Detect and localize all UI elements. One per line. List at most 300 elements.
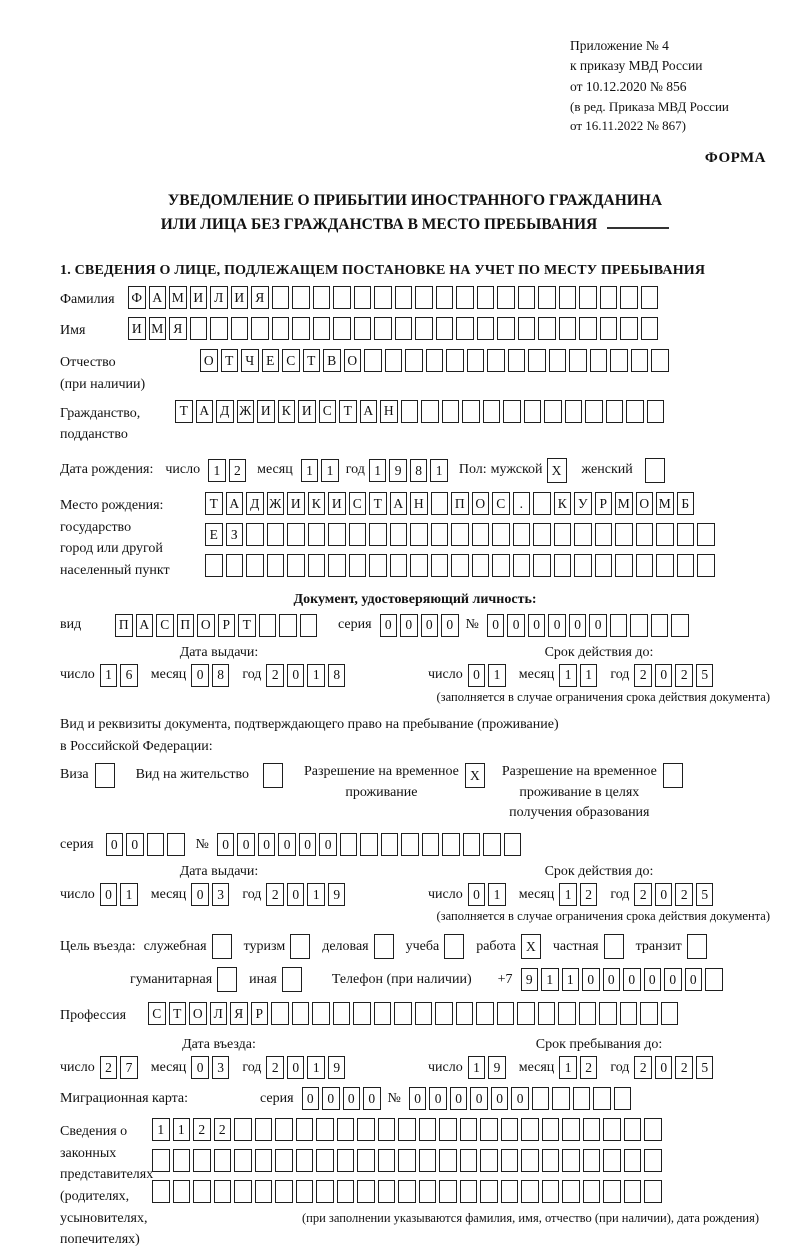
char-box[interactable] [624, 1118, 642, 1141]
char-box[interactable] [333, 1002, 351, 1025]
char-box[interactable]: 1 [562, 968, 580, 991]
char-box[interactable] [508, 349, 526, 372]
char-box[interactable] [562, 1118, 580, 1141]
char-box[interactable]: 0 [582, 968, 600, 991]
char-box[interactable]: Я [169, 317, 187, 340]
char-box[interactable] [460, 1180, 478, 1203]
char-box[interactable] [614, 1087, 632, 1110]
char-box[interactable]: 1 [541, 968, 559, 991]
char-box[interactable]: 5 [696, 1056, 714, 1079]
char-box[interactable]: 0 [664, 968, 682, 991]
char-box[interactable] [316, 1118, 334, 1141]
char-box[interactable] [559, 317, 577, 340]
char-box[interactable]: 5 [696, 883, 714, 906]
char-box[interactable] [562, 1149, 580, 1172]
char-box[interactable] [439, 1180, 457, 1203]
char-box[interactable] [234, 1149, 252, 1172]
char-box[interactable] [369, 523, 387, 546]
char-box[interactable] [579, 1002, 597, 1025]
char-box[interactable] [255, 1118, 273, 1141]
char-box[interactable] [477, 317, 495, 340]
char-box[interactable] [521, 1118, 539, 1141]
char-box[interactable]: И [257, 400, 275, 423]
char-box[interactable]: О [189, 1002, 207, 1025]
char-box[interactable] [287, 523, 305, 546]
char-box[interactable]: Н [380, 400, 398, 423]
char-box[interactable]: И [287, 492, 305, 515]
char-box[interactable] [501, 1180, 519, 1203]
char-box[interactable] [395, 317, 413, 340]
char-box[interactable] [210, 317, 228, 340]
checkbox-cell[interactable] [217, 967, 237, 992]
char-box[interactable]: М [169, 286, 187, 309]
char-box[interactable] [477, 286, 495, 309]
char-box[interactable] [234, 1118, 252, 1141]
char-box[interactable] [275, 1149, 293, 1172]
char-box[interactable] [538, 317, 556, 340]
char-box[interactable] [501, 1149, 519, 1172]
char-box[interactable] [593, 1087, 611, 1110]
char-box[interactable]: 1 [307, 1056, 325, 1079]
char-box[interactable] [573, 1087, 591, 1110]
char-box[interactable]: 1 [559, 883, 577, 906]
char-box[interactable]: 0 [100, 883, 118, 906]
char-box[interactable] [272, 286, 290, 309]
checkbox-cell[interactable] [95, 763, 115, 788]
char-box[interactable] [426, 349, 444, 372]
char-box[interactable]: А [136, 614, 154, 637]
char-box[interactable]: 2 [634, 1056, 652, 1079]
char-box[interactable] [340, 833, 358, 856]
char-box[interactable] [615, 554, 633, 577]
char-box[interactable]: 0 [217, 833, 235, 856]
char-box[interactable] [538, 1002, 556, 1025]
char-box[interactable] [422, 833, 440, 856]
char-box[interactable] [415, 286, 433, 309]
char-box[interactable] [647, 400, 665, 423]
char-box[interactable] [435, 1002, 453, 1025]
char-box[interactable]: 1 [488, 664, 506, 687]
char-box[interactable]: А [149, 286, 167, 309]
char-box[interactable] [532, 1087, 550, 1110]
char-box[interactable]: Р [218, 614, 236, 637]
checkbox-cell[interactable] [212, 934, 232, 959]
char-box[interactable] [641, 317, 659, 340]
char-box[interactable] [583, 1118, 601, 1141]
char-box[interactable] [374, 1002, 392, 1025]
char-box[interactable]: 3 [212, 1056, 230, 1079]
char-box[interactable]: 0 [589, 614, 607, 637]
char-box[interactable]: С [319, 400, 337, 423]
char-box[interactable] [272, 317, 290, 340]
char-box[interactable]: Я [230, 1002, 248, 1025]
char-box[interactable] [606, 400, 624, 423]
char-box[interactable] [300, 614, 318, 637]
char-box[interactable] [651, 614, 669, 637]
char-box[interactable] [579, 317, 597, 340]
char-box[interactable]: С [156, 614, 174, 637]
char-box[interactable] [451, 523, 469, 546]
char-box[interactable]: 0 [429, 1087, 447, 1110]
char-box[interactable]: 0 [548, 614, 566, 637]
char-box[interactable] [296, 1118, 314, 1141]
char-box[interactable]: 1 [100, 664, 118, 687]
char-box[interactable] [349, 554, 367, 577]
char-box[interactable]: 1 [580, 664, 598, 687]
char-box[interactable]: 0 [623, 968, 641, 991]
char-box[interactable] [353, 1002, 371, 1025]
char-box[interactable] [333, 286, 351, 309]
char-box[interactable] [636, 554, 654, 577]
char-box[interactable] [677, 523, 695, 546]
char-box[interactable]: А [360, 400, 378, 423]
char-box[interactable]: 1 [430, 459, 448, 482]
char-box[interactable]: 9 [328, 883, 346, 906]
char-box[interactable]: 2 [634, 664, 652, 687]
char-box[interactable] [279, 614, 297, 637]
char-box[interactable]: 3 [212, 883, 230, 906]
char-box[interactable] [364, 349, 382, 372]
char-box[interactable]: . [513, 492, 531, 515]
char-box[interactable]: 0 [191, 664, 209, 687]
char-box[interactable]: Т [238, 614, 256, 637]
char-box[interactable]: 0 [655, 664, 673, 687]
char-box[interactable] [292, 317, 310, 340]
char-box[interactable]: 1 [307, 883, 325, 906]
char-box[interactable]: 1 [208, 459, 226, 482]
char-box[interactable] [313, 317, 331, 340]
char-box[interactable] [467, 349, 485, 372]
char-box[interactable]: 0 [470, 1087, 488, 1110]
char-box[interactable] [558, 1002, 576, 1025]
char-box[interactable] [451, 554, 469, 577]
char-box[interactable] [595, 554, 613, 577]
char-box[interactable] [167, 833, 185, 856]
char-box[interactable] [357, 1149, 375, 1172]
char-box[interactable] [328, 554, 346, 577]
checkbox-cell[interactable] [687, 934, 707, 959]
char-box[interactable] [656, 554, 674, 577]
char-box[interactable]: 9 [389, 459, 407, 482]
char-box[interactable]: Ж [237, 400, 255, 423]
char-box[interactable] [390, 554, 408, 577]
char-box[interactable] [431, 492, 449, 515]
char-box[interactable]: 9 [328, 1056, 346, 1079]
char-box[interactable]: 2 [266, 664, 284, 687]
char-box[interactable] [533, 523, 551, 546]
char-box[interactable] [152, 1149, 170, 1172]
char-box[interactable]: 1 [321, 459, 339, 482]
checkbox-cell[interactable] [663, 763, 683, 788]
char-box[interactable]: 0 [441, 614, 459, 637]
char-box[interactable] [559, 286, 577, 309]
char-box[interactable] [641, 286, 659, 309]
char-box[interactable] [542, 1180, 560, 1203]
char-box[interactable] [296, 1149, 314, 1172]
char-box[interactable]: 0 [363, 1087, 381, 1110]
char-box[interactable]: 0 [400, 614, 418, 637]
char-box[interactable] [431, 554, 449, 577]
char-box[interactable]: 0 [511, 1087, 529, 1110]
char-box[interactable] [349, 523, 367, 546]
char-box[interactable]: 0 [278, 833, 296, 856]
char-box[interactable] [640, 1002, 658, 1025]
char-box[interactable]: Т [205, 492, 223, 515]
char-box[interactable]: 0 [319, 833, 337, 856]
char-box[interactable]: 1 [173, 1118, 191, 1141]
char-box[interactable]: 0 [191, 1056, 209, 1079]
char-box[interactable] [394, 1002, 412, 1025]
char-box[interactable] [497, 317, 515, 340]
char-box[interactable]: П [115, 614, 133, 637]
char-box[interactable] [487, 349, 505, 372]
char-box[interactable] [374, 286, 392, 309]
char-box[interactable]: 0 [380, 614, 398, 637]
char-box[interactable] [152, 1180, 170, 1203]
char-box[interactable] [533, 492, 551, 515]
checkbox-cell[interactable]: X [547, 458, 567, 483]
char-box[interactable]: 1 [488, 883, 506, 906]
char-box[interactable] [360, 833, 378, 856]
char-box[interactable] [401, 833, 419, 856]
char-box[interactable]: 1 [152, 1118, 170, 1141]
char-box[interactable]: К [554, 492, 572, 515]
char-box[interactable]: М [149, 317, 167, 340]
char-box[interactable] [246, 523, 264, 546]
char-box[interactable]: 1 [369, 459, 387, 482]
char-box[interactable]: 0 [685, 968, 703, 991]
char-box[interactable] [603, 1180, 621, 1203]
char-box[interactable] [697, 523, 715, 546]
char-box[interactable] [518, 286, 536, 309]
char-box[interactable] [398, 1149, 416, 1172]
char-box[interactable] [542, 1118, 560, 1141]
char-box[interactable] [419, 1180, 437, 1203]
char-box[interactable] [381, 833, 399, 856]
char-box[interactable] [513, 554, 531, 577]
char-box[interactable] [390, 523, 408, 546]
char-box[interactable]: 7 [120, 1056, 138, 1079]
char-box[interactable] [644, 1149, 662, 1172]
char-box[interactable]: 0 [468, 664, 486, 687]
char-box[interactable] [480, 1180, 498, 1203]
char-box[interactable]: С [349, 492, 367, 515]
char-box[interactable]: 0 [287, 664, 305, 687]
checkbox-cell[interactable]: X [465, 763, 485, 788]
char-box[interactable]: М [615, 492, 633, 515]
char-box[interactable] [476, 1002, 494, 1025]
char-box[interactable] [492, 554, 510, 577]
char-box[interactable] [644, 1180, 662, 1203]
char-box[interactable] [626, 400, 644, 423]
char-box[interactable] [517, 1002, 535, 1025]
char-box[interactable] [421, 400, 439, 423]
char-box[interactable] [521, 1149, 539, 1172]
char-box[interactable] [620, 1002, 638, 1025]
char-box[interactable]: 0 [655, 883, 673, 906]
char-box[interactable] [554, 554, 572, 577]
char-box[interactable]: 6 [120, 664, 138, 687]
char-box[interactable] [378, 1149, 396, 1172]
char-box[interactable] [385, 349, 403, 372]
char-box[interactable]: С [282, 349, 300, 372]
char-box[interactable] [501, 1118, 519, 1141]
char-box[interactable] [492, 523, 510, 546]
char-box[interactable]: 0 [409, 1087, 427, 1110]
char-box[interactable] [599, 1002, 617, 1025]
char-box[interactable] [480, 1118, 498, 1141]
char-box[interactable] [439, 1149, 457, 1172]
char-box[interactable]: 2 [229, 459, 247, 482]
char-box[interactable]: 2 [675, 1056, 693, 1079]
char-box[interactable] [255, 1149, 273, 1172]
char-box[interactable]: Т [221, 349, 239, 372]
char-box[interactable]: 0 [126, 833, 144, 856]
char-box[interactable]: Т [303, 349, 321, 372]
char-box[interactable] [251, 317, 269, 340]
char-box[interactable] [308, 523, 326, 546]
checkbox-cell[interactable]: X [521, 934, 541, 959]
char-box[interactable] [620, 286, 638, 309]
char-box[interactable] [275, 1180, 293, 1203]
char-box[interactable] [419, 1118, 437, 1141]
char-box[interactable] [463, 833, 481, 856]
char-box[interactable] [410, 523, 428, 546]
char-box[interactable] [574, 554, 592, 577]
char-box[interactable]: 0 [302, 1087, 320, 1110]
char-box[interactable] [656, 523, 674, 546]
char-box[interactable]: 0 [421, 614, 439, 637]
char-box[interactable] [562, 1180, 580, 1203]
char-box[interactable] [173, 1149, 191, 1172]
char-box[interactable] [246, 554, 264, 577]
char-box[interactable] [603, 1118, 621, 1141]
char-box[interactable]: Р [595, 492, 613, 515]
char-box[interactable] [255, 1180, 273, 1203]
char-box[interactable] [398, 1118, 416, 1141]
char-box[interactable] [603, 1149, 621, 1172]
char-box[interactable]: 9 [521, 968, 539, 991]
checkbox-cell[interactable] [604, 934, 624, 959]
char-box[interactable] [292, 1002, 310, 1025]
char-box[interactable]: 0 [237, 833, 255, 856]
char-box[interactable]: О [636, 492, 654, 515]
char-box[interactable]: 0 [287, 1056, 305, 1079]
char-box[interactable]: И [128, 317, 146, 340]
checkbox-cell[interactable] [444, 934, 464, 959]
char-box[interactable] [442, 833, 460, 856]
char-box[interactable] [354, 317, 372, 340]
checkbox-cell[interactable] [645, 458, 665, 483]
char-box[interactable] [610, 614, 628, 637]
char-box[interactable]: 2 [266, 1056, 284, 1079]
char-box[interactable] [378, 1180, 396, 1203]
char-box[interactable]: 2 [193, 1118, 211, 1141]
char-box[interactable] [456, 317, 474, 340]
char-box[interactable] [504, 833, 522, 856]
char-box[interactable] [630, 614, 648, 637]
char-box[interactable]: 0 [491, 1087, 509, 1110]
char-box[interactable]: С [148, 1002, 166, 1025]
char-box[interactable] [328, 523, 346, 546]
char-box[interactable]: Л [210, 286, 228, 309]
char-box[interactable]: О [472, 492, 490, 515]
char-box[interactable]: П [177, 614, 195, 637]
char-box[interactable]: 2 [675, 883, 693, 906]
char-box[interactable]: 1 [559, 1056, 577, 1079]
char-box[interactable] [287, 554, 305, 577]
char-box[interactable]: У [574, 492, 592, 515]
char-box[interactable] [415, 1002, 433, 1025]
char-box[interactable]: 0 [287, 883, 305, 906]
char-box[interactable] [472, 554, 490, 577]
char-box[interactable] [552, 1087, 570, 1110]
char-box[interactable] [497, 286, 515, 309]
char-box[interactable] [275, 1118, 293, 1141]
char-box[interactable] [472, 523, 490, 546]
char-box[interactable]: В [323, 349, 341, 372]
char-box[interactable] [554, 523, 572, 546]
char-box[interactable]: Л [210, 1002, 228, 1025]
char-box[interactable] [460, 1118, 478, 1141]
char-box[interactable] [442, 400, 460, 423]
char-box[interactable] [337, 1180, 355, 1203]
char-box[interactable] [521, 1180, 539, 1203]
char-box[interactable] [316, 1180, 334, 1203]
char-box[interactable] [595, 523, 613, 546]
char-box[interactable] [705, 968, 723, 991]
char-box[interactable] [631, 349, 649, 372]
char-box[interactable] [395, 286, 413, 309]
char-box[interactable] [624, 1180, 642, 1203]
char-box[interactable]: Ф [128, 286, 146, 309]
char-box[interactable] [147, 833, 165, 856]
char-box[interactable] [542, 1149, 560, 1172]
char-box[interactable] [483, 400, 501, 423]
char-box[interactable] [661, 1002, 679, 1025]
char-box[interactable]: О [200, 349, 218, 372]
char-box[interactable] [538, 286, 556, 309]
checkbox-cell[interactable] [290, 934, 310, 959]
char-box[interactable]: Т [169, 1002, 187, 1025]
char-box[interactable]: К [278, 400, 296, 423]
char-box[interactable] [313, 286, 331, 309]
char-box[interactable]: 5 [696, 664, 714, 687]
char-box[interactable] [398, 1180, 416, 1203]
char-box[interactable]: 1 [468, 1056, 486, 1079]
char-box[interactable]: И [328, 492, 346, 515]
char-box[interactable] [410, 554, 428, 577]
char-box[interactable] [415, 317, 433, 340]
char-box[interactable]: 2 [100, 1056, 118, 1079]
char-box[interactable] [600, 286, 618, 309]
char-box[interactable]: 8 [212, 664, 230, 687]
char-box[interactable] [574, 523, 592, 546]
char-box[interactable] [620, 317, 638, 340]
char-box[interactable] [234, 1180, 252, 1203]
char-box[interactable]: 0 [299, 833, 317, 856]
char-box[interactable] [292, 286, 310, 309]
char-box[interactable]: 0 [487, 614, 505, 637]
char-box[interactable] [644, 1118, 662, 1141]
char-box[interactable]: 0 [468, 883, 486, 906]
char-box[interactable]: 0 [106, 833, 124, 856]
char-box[interactable] [296, 1180, 314, 1203]
char-box[interactable] [190, 317, 208, 340]
char-box[interactable] [480, 1149, 498, 1172]
char-box[interactable]: К [308, 492, 326, 515]
char-box[interactable] [615, 523, 633, 546]
